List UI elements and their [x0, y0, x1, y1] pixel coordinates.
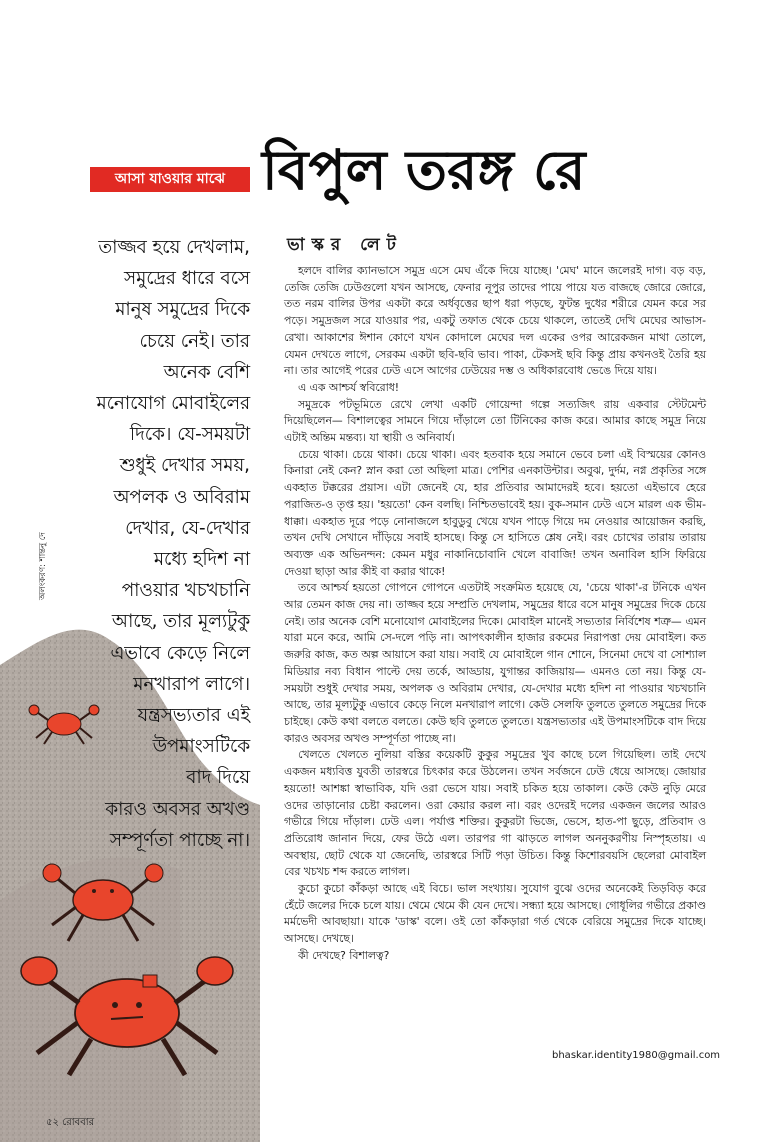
- pull-quote-line: কারও অবসর অখণ্ড: [105, 798, 250, 820]
- pull-quote-line: অপলক ও অবিরাম: [113, 486, 250, 508]
- pull-quote-line: সম্পূর্ণতা পাচ্ছে না।: [109, 829, 250, 851]
- article-paragraph: খেলতে খেলতে নুলিয়া বস্তির কয়েকটি কুকুর সমুদ্রের খুব কাছে চলে গিয়েছিল। তাই দেখে একজন মধ্যবিত্ত যুবতী তারস্বরে চিৎকার করে উঠলেন। তখন সর্বজনে ঢেউ ধেয়ে আসছে। জোয়ার হয়তো! আশঙ্কা স্বাভাবিক, যদি ওরা ভেসে যায়। সবাই চকিত হয়ে তাকাল। কেউ কেউ নুড়ি মেরে ওদের তাড়ানোর চেষ্টা করলেন। ওরা কেয়ার করল না। বরং ওদেরই দলের একজন জলের আরও গভীরে গিয়ে দাঁড়াল। ঢেউ এল। পর্যাপ্ত শক্তির। কুকুরটা ভিজে, ভেসে, হাত-পা ছুড়ে, প্রতিবাদ ও প্রতিরোধ জানান দিয়ে, ফের উঠে এল। তারপর গা ঝাড়তে লাগল অননুকরণীয় নিস্পৃহতায়। এ অবস্থায়, ছোট থেকে যা জেনেছি, তারস্বরে সিটি পড়া উচিত। কিন্তু কিশোরবয়সি ছেলেরা মোবাইল বের খচখচ শব্দ করতে লাগল।: [284, 748, 706, 879]
- pull-quote-line: চেয়ে নেই। তার: [139, 330, 250, 352]
- illustration-credit: অলংকরণ: শান্তনু দে: [38, 532, 48, 600]
- section-tag: আসা যাওয়ার মাঝে: [90, 167, 250, 192]
- page-footer: ৫২ রোববার: [46, 1117, 95, 1128]
- pull-quote-line: উপমাংসটিকে: [152, 736, 250, 758]
- pull-quote-line: মনখারাপ লাগে।: [133, 673, 250, 695]
- pull-quote-line: মধ্যে হদিশ না: [153, 549, 250, 571]
- article-paragraph: তবে আশ্চর্য হয়তো গোপনে গোপনে এতটাই সংক্রমিত হয়েছে যে, 'চেয়ে থাকা'-র টনিকে এখন আর তেমন কাজ দেয় না। তাজ্জব হয়ে সম্প্রতি দেখলাম, সমুদ্রের ধারে বসে মানুষ সমুদ্রের দিকে চেয়ে নেই। তার অনেক বেশি মনোযোগ মোবাইলের দিকে। মোবাইল মানেই সভ্যতার নির্বিশেষ শত্রু— এমন যারা মনে করে, আমি সে-দলে পড়ি না। আপৎকালীন হাজার রকমের নিরাপত্তা দেয় মোবাইল। কত জরুরি কাজ, কত অল্প আয়াসে করা যায়। সবাই যে মোবাইলে গান শোনে, সিনেমা দেখে বা সোশ্যাল মিডিয়ার নব্য বিধান পাল্টে দেয় তর্কে, আড্ডায়, যুগান্তর কাজিয়ায়— এমনও তো নয়। কিন্তু যে-সময়টা শুধুই দেখার সময়, অপলক ও অবিরাম দেখার, যে-দেখার মধ্যে হদিশ না পাওয়ার খচখচানি আছে, তার মূল্যটুকু এভাবে কেড়ে নিলে মনখারাপ লাগে। কেউ সেলফি তুলতে তুলতে সমুদ্রের দিকে চাইছে। কেউ কথা বলতে বলতে। কেউ ছবি তুলতে তুলতে। যন্ত্রসভ্যতার এই উপমাংসটিকে বাদ দিয়ে কারও অবসর অখণ্ড সম্পূর্ণতা পাচ্ছে না।: [284, 581, 706, 745]
- article-paragraph: সমুদ্রকে পটভূমিতে রেখে লেখা একটি গোয়েন্দা গল্পে সত্যজিৎ রায় একবার স্টেটমেন্ট দিয়েছিলেন— বিশালত্বের সামনে গিয়ে দাঁড়ালে তো টিনিকের কাজ করে। আমার কাছে সমুদ্র নিয়ে এটাই অন্তিম মন্তব্য। যা স্থায়ী ও অনিবার্য।: [284, 397, 706, 445]
- pull-quote-line: মানুষ সমুদ্রের দিকে: [115, 299, 250, 321]
- article-paragraph: কী দেখছে? বিশালত্ব?: [298, 948, 390, 962]
- article-paragraph: হলদে বালির ক্যানভাসে সমুদ্র এসে মেঘ এঁকে দিয়ে যাচ্ছে। 'মেঘ' মানে জলেরই দাগ। বড় বড়, তেজি তেজি ঢেউগুলো যখন আসছে, ফেনার নূপুর তাদের পায়ে পায়ে যত বাজছে জোরে জোরে, তত নরম বালির উপর একটা করে অর্ধবৃত্তের ছাপ ধরা পড়ছে, ফুটন্ত দুধের শরীরে যেমন করে সর পড়ে। সমুদ্রজল সরে যাওয়ার পর, একটু তফাত থেকে চেয়ে থাকলে, তাতেই দেখি মেঘের আভাস-রেখা। আকাশের ঈশান কোণে যখন কোদালে মেঘের দল একের ওপর আরেকজন মাথা তোলে, যেমন দেখতে লাগে, সেরকম একটা ছবি-ছবি ভাব। পাকা, টেকসই ছবি কিন্তু প্রায় কখনওই তৈরি হয় না। তার আগেই পরের ঢেউ এসে আগের ঢেউয়ের দম্ভ ও অধিকারবোধ ভেঙে দিয়ে যায়।: [284, 264, 706, 378]
- pull-quote-line: বাদ দিয়ে: [186, 767, 250, 789]
- pull-quote-line: মনোযোগ মোবাইলের: [96, 393, 250, 415]
- pull-quote: [50, 232, 250, 856]
- pull-quote-line: শুধুই দেখার সময়,: [119, 455, 250, 477]
- pull-quote-line: তাজ্জব হয়ে দেখলাম,: [98, 237, 250, 258]
- pull-quote-line: দেখার, যে-দেখার: [125, 517, 250, 539]
- crab-large-icon: [15, 945, 240, 1080]
- pull-quote-line: আছে, তার মূল্যটুকু: [111, 611, 250, 633]
- article-body: [284, 263, 706, 965]
- pull-quote-line: অনেক বেশি: [163, 361, 250, 383]
- author-email: bhaskar.identity1980@gmail.com: [552, 1050, 721, 1061]
- article-paragraph: চেয়ে থাকা। চেয়ে থাকা। চেয়ে থাকা। এবং হতবাক হয়ে সমানে ভেবে চলা এই বিস্ময়ের কোনও কিনারা নেই কেন? স্নান করা তো অছিলা মাত্র। পেশির এনকাউন্টার। অবুঝ, দুর্দম, নগ্ন প্রকৃতির সঙ্গে একহাত টক্করের প্রয়াস। এটা জেনেই যে, হার প্রতিবার আমাদেরই হবে। হয়তো এইভাবে হেরে পরাজিত-ও তৃপ্ত হয়। 'হয়তো' কেন বলছি। নিশ্চিতভাবেই হয়। বুক-সমান ঢেউ এসে মারল এক ভীম-ধাক্কা। একহাত দূরে পড়ে নোনাজলে হাবুডুবু খেয়ে যখন পাড়ে গিয়ে দম নেওয়ার আয়োজন করছি, তখন দেখি সেখানে দাঁড়িয়ে সবাই হাসছে। কিন্তু সে হাসিতে শ্লেষ নেই। বরং চোখের তারায় তারায় অব্যক্ত এক অভিনন্দন: কেমন মধুর নাকানিচোবানি খেলে বাবাজি! তখন অনাবিল হাসি ফিরিয়ে দেওয়া ছাড়া আর কীই বা করার থাকে!: [284, 447, 706, 578]
- pull-quote-line: পাওয়ার খচখচানি: [121, 580, 250, 602]
- crab-medium-icon: [38, 855, 168, 945]
- article-paragraph: কুচো কুচো কাঁকড়া আছে এই বিচে। ভাল সংখ্যায়। সুযোগ বুঝে ওদের অনেকেই তিড়বিড় করে হেঁটে জলের দিকে চলে যায়। থেমে থেমে কী যেন দেখে। সন্ধ্যা হয়ে আসছে। গোধূলির গভীরে প্রকাণ্ড মর্মভেদী আবছায়া। যাকে 'ডাস্ক' বলে। ওই তো কাঁকড়ারা গর্ত থেকে বেরিয়ে সমুদ্রের দিকে যাচ্ছে। আসছে। দেখছে।: [284, 882, 706, 946]
- pull-quote-line: দিকে। যে-সময়টা: [129, 424, 250, 446]
- page-title: বিপুল তরঙ্গ রে: [262, 138, 586, 202]
- article-paragraph: এ এক আশ্চর্য স্ববিরোধ!: [298, 380, 400, 394]
- author-byline: ভাস্কর লেট: [287, 235, 403, 255]
- pull-quote-line: সমুদ্রের ধারে বসে: [124, 268, 250, 290]
- pull-quote-line: এভাবে কেড়ে নিলে: [110, 642, 250, 664]
- pull-quote-line: যন্ত্রসভ্যতার এই: [137, 705, 250, 727]
